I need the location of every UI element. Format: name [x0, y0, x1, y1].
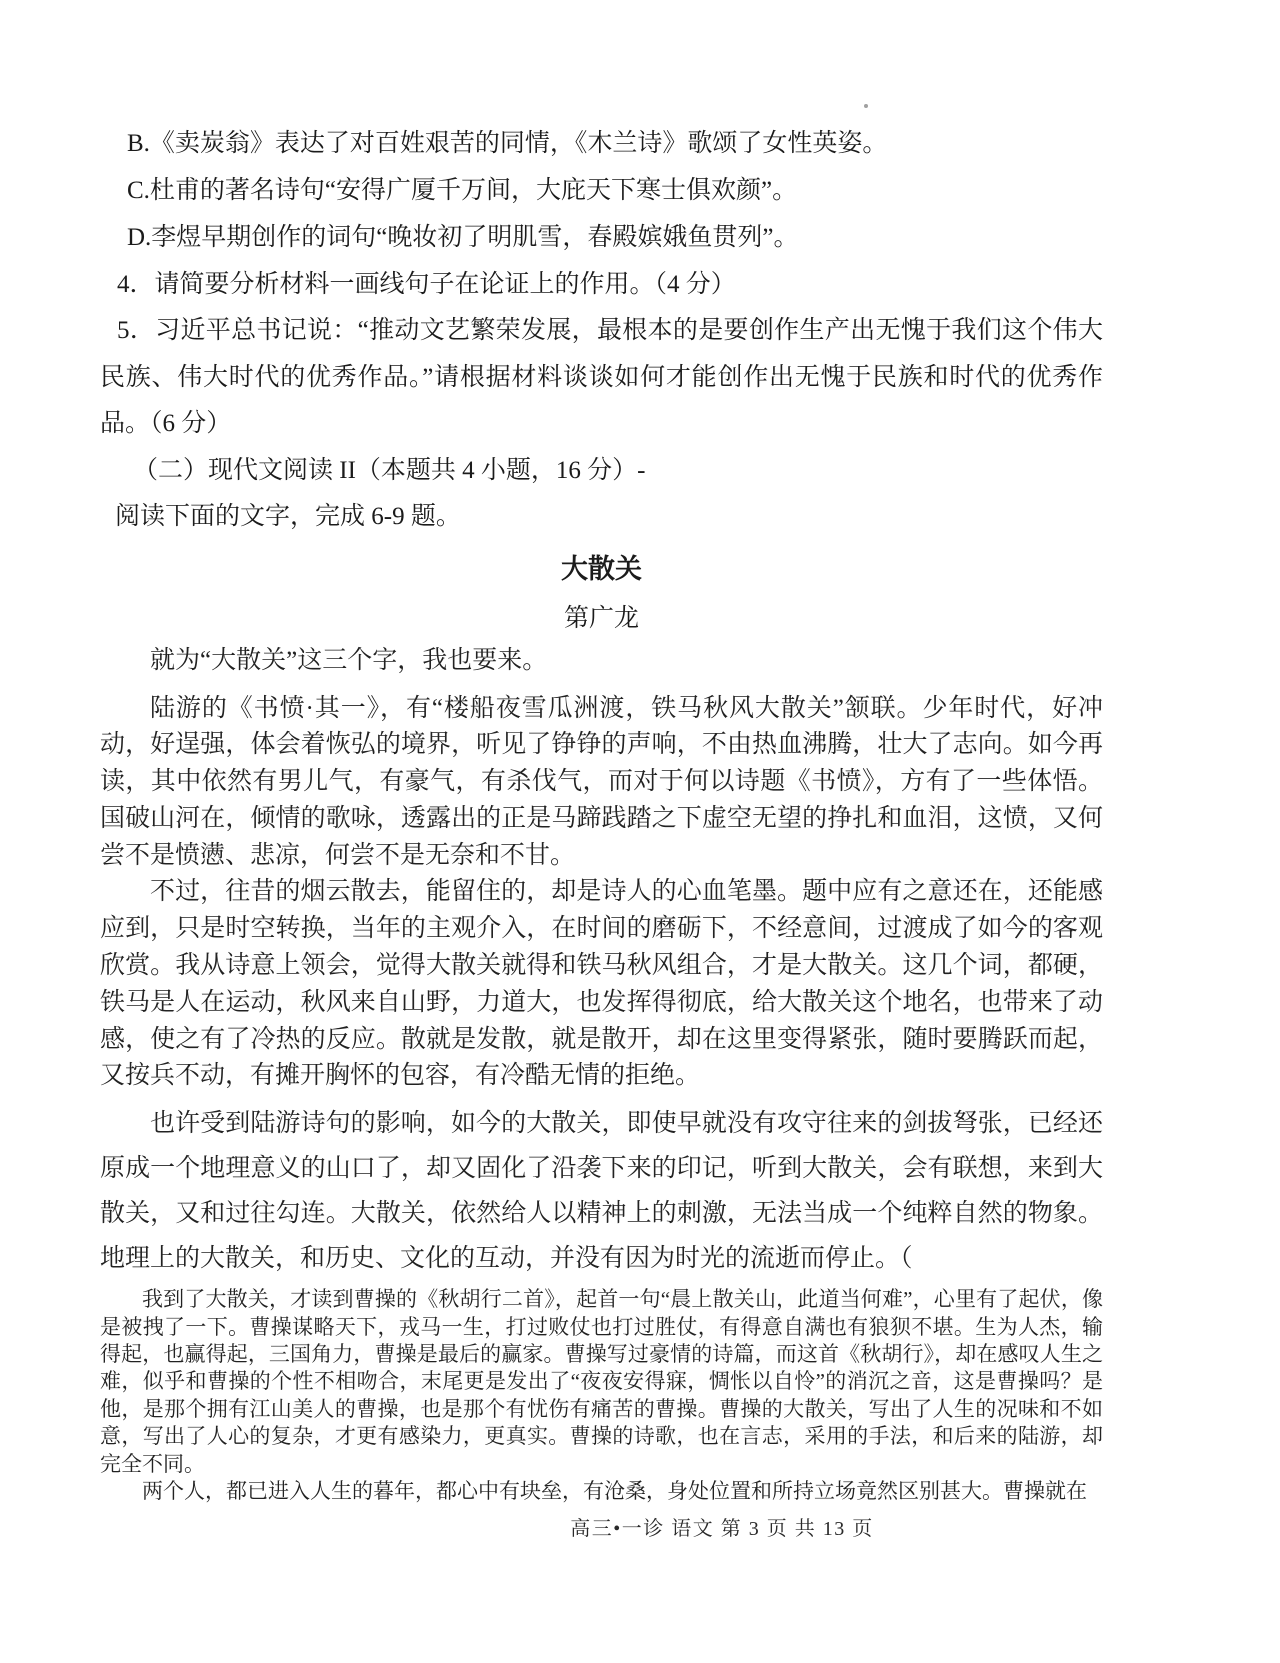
- article-paragraph-4: 也许受到陆游诗句的影响，如今的大散关，即使早就没有攻守往来的剑拔弩张，已经还原成一个地理意义的山口了，却又固化了沿袭下来的印记，听到大散关，会有联想，来到大散关，又和过往勾连。大散关，依然给人以精神上的刺激，无法当成一个纯粹自然的物象。地理上的大散关，和历史、文化的互动，并没有因为时光的流逝而停止。（: [100, 1110, 1103, 1273]
- question-5: 5．习近平总书记说：“推动文艺繁荣发展，最根本的是要创作生产出无愧于我们这个伟大民族、伟大时代的优秀作品。”请根据材料谈谈如何才能创作出无愧于民族和时代的优秀作品。（6 分）: [100, 317, 1103, 437]
- choice-option-d: D.李煜早期创作的词句“晚妆初了明肌雪，春殿嫔娥鱼贯列”。: [127, 224, 799, 251]
- page-content: [100, 0, 1103, 1506]
- article-paragraph-3: 不过，往昔的烟云散去，能留住的，却是诗人的心血笔墨。题中应有之意还在，还能感应到，只是时空转换，当年的主观介入，在时间的磨砺下，不经意间，过渡成了如今的客观欣赏。我从诗意上领会，觉得大散关就得和铁马秋风组合，才是大散关。这几个词，都硬，铁马是人在运动，秋风来自山野，力道大，也发挥得彻底，给大散关这个地名，也带来了动感，使之有了冷热的反应。散就是发散，就是散开，却在这里变得紧张，随时要腾跃而起，又按兵不动，有摊开胸怀的包容，有冷酷无情的拒绝。: [100, 878, 1103, 1090]
- article-paragraph-1: 就为“大散关”这三个字，我也要来。: [150, 646, 548, 674]
- choice-option-b: B.《卖炭翁》表达了对百姓艰苦的同情，《木兰诗》歌颂了女性英姿。: [127, 130, 888, 157]
- article-paragraph-5: 我到了大散关，才读到曹操的《秋胡行二首》，起首一句“晨上散关山，此道当何难”，心里有了起伏，像是被拽了一下。曹操谋略天下，戎马一生，打过败仗也打过胜仗，有得意自满也有狼狈不堪。生为人杰，输得起，也赢得起，三国角力，曹操是最后的赢家。曹操写过豪情的诗篇，而这首《秋胡行》，却在感叹人生之难，似乎和曹操的个性不相吻合，末尾更是发出了“夜夜安得寐，惆怅以自怜”的消沉之音，这是曹操吗？是他，是那个拥有江山美人的曹操，也是那个有忧伤有痛苦的曹操。曹操的大散关，写出了人生的况味和不如意，写出了人心的复杂，才更有感染力，更真实。曹操的诗歌，也在言志，采用的手法，和后来的陆游，却完全不同。: [100, 1287, 1103, 1476]
- page-footer: 高三•一诊 语文 第 3 页 共 13 页: [570, 1518, 874, 1540]
- choice-option-c: C.杜甫的著名诗句“安得广厦千万间，大庇天下寒士俱欢颜”。: [127, 177, 798, 204]
- article-author: 第广龙: [563, 604, 639, 632]
- article-paragraph-2: 陆游的《书愤·其一》，有“楼船夜雪瓜洲渡，铁马秋风大散关”颔联。少年时代，好冲动，好逞强，体会着恢弘的境界，听见了铮铮的声响，不由热血沸腾，壮大了志向。如今再读，其中依然有男儿气，有豪气，有杀伐气，而对于何以诗题《书愤》，方有了一些体悟。国破山河在，倾情的歌咏，透露出的正是马蹄践踏之下虚空无望的挣扎和血泪，这愤，又何尝不是愤懑、悲凉，何尝不是无奈和不甘。: [100, 694, 1103, 869]
- question-4: 4．请简要分析材料一画线句子在论证上的作用。（4 分）: [117, 271, 736, 298]
- section-heading: （二）现代文阅读 II（本题共 4 小题，16 分）-: [133, 456, 646, 484]
- article-paragraph-6: 两个人，都已进入人生的暮年，都心中有块垒，有沧桑，身处位置和所持立场竟然区别甚大。曹操就在: [142, 1479, 1087, 1504]
- reading-instruction: 阅读下面的文字，完成 6-9 题。: [115, 503, 461, 530]
- article-title: 大散关: [561, 553, 642, 584]
